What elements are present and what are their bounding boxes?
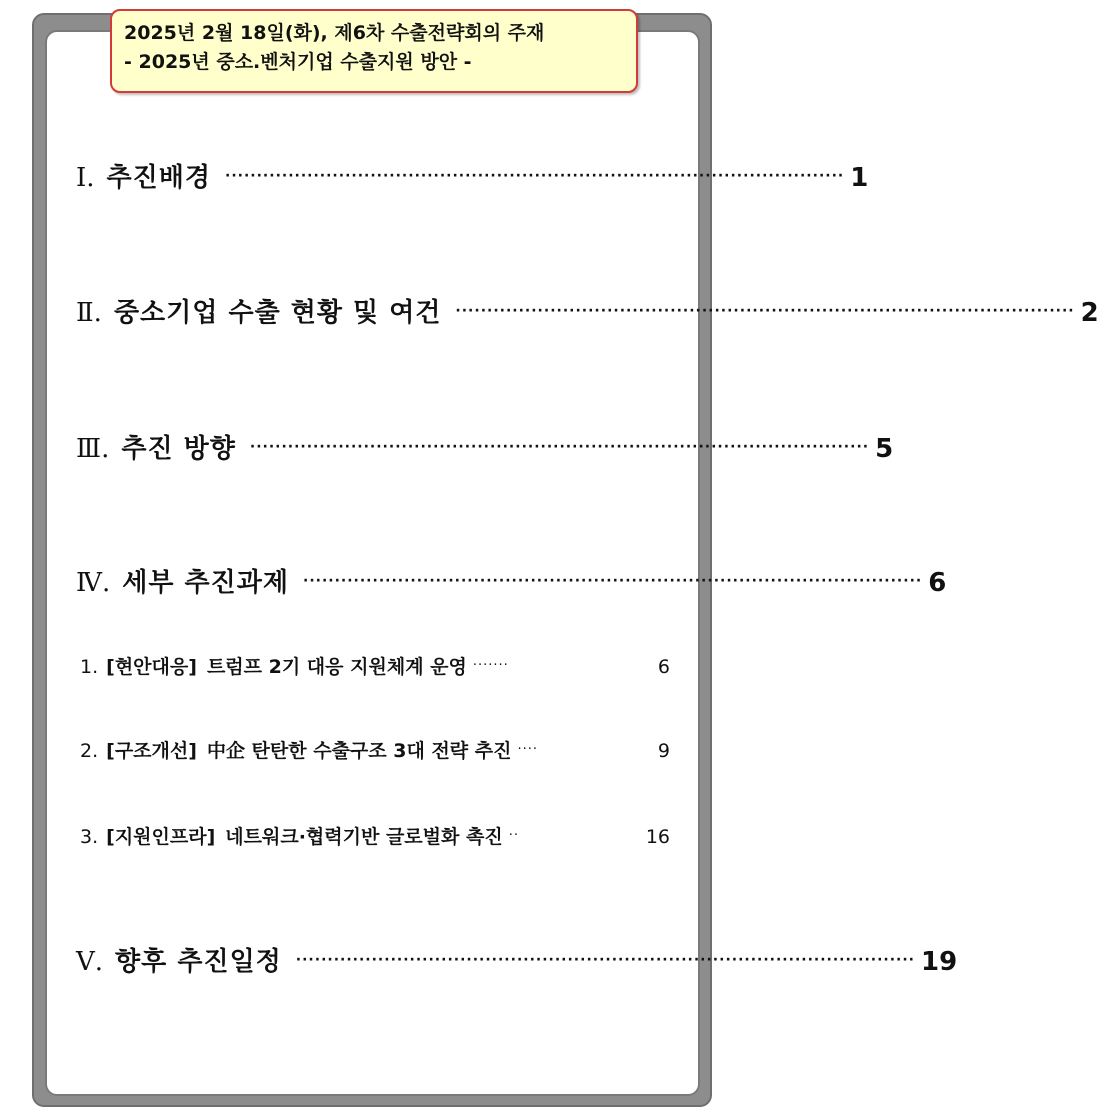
toc-subsection-1[interactable] <box>80 652 670 679</box>
section-page: 1 <box>850 163 869 193</box>
subsection-tag: [구조개선] <box>106 740 197 762</box>
section-page: 5 <box>875 434 894 464</box>
section-number: Ⅴ. <box>76 947 104 977</box>
toc-section-2[interactable] <box>76 292 1099 329</box>
subsection-number: 1. <box>80 656 99 678</box>
section-number: Ⅲ. <box>76 434 110 464</box>
leader-dots: ···· <box>517 742 539 757</box>
leader-dots: ·································································································· <box>295 952 915 968</box>
subsection-title: 트럼프 2기 대응 지원체계 운영 <box>206 656 467 678</box>
section-title: 세부 추진과제 <box>122 568 289 598</box>
toc-section-3[interactable] <box>76 428 894 465</box>
subsection-page: 9 <box>657 740 670 762</box>
leader-dots: ·································································································· <box>225 168 845 184</box>
subsection-tag: [현안대응] <box>106 656 197 678</box>
leader-dots: ·································································································· <box>249 439 870 455</box>
leader-dots: ·································································································· <box>303 573 923 589</box>
section-number: Ⅰ. <box>76 163 95 193</box>
toc-subsection-2[interactable] <box>80 736 670 763</box>
section-page: 2 <box>1080 298 1099 328</box>
section-title: 추진배경 <box>106 163 212 193</box>
subsection-page: 16 <box>645 826 670 848</box>
subsection-number: 2. <box>80 740 99 762</box>
toc-subsection-3[interactable] <box>80 822 670 849</box>
subsection-tag: [지원인프라] <box>106 826 216 848</box>
section-title: 중소기업 수출 현황 및 여건 <box>113 298 442 328</box>
section-number: Ⅳ. <box>76 568 111 598</box>
leader-dots: ·································································································· <box>455 303 1075 319</box>
leader-dots: ·· <box>508 828 519 843</box>
section-number: Ⅱ. <box>76 298 102 328</box>
section-page: 19 <box>921 947 958 977</box>
section-page: 6 <box>928 568 947 598</box>
subsection-title: 네트워크·협력기반 글로벌화 촉진 <box>225 826 503 848</box>
leader-dots: ······· <box>472 658 509 673</box>
subsection-number: 3. <box>80 826 99 848</box>
subsection-page: 6 <box>657 656 670 678</box>
section-title: 추진 방향 <box>121 434 236 464</box>
toc-section-5[interactable] <box>76 941 958 978</box>
header-line-1: 2025년 2월 18일(화), 제6차 수출전략회의 주재 <box>124 22 545 44</box>
header-banner <box>110 9 638 93</box>
section-title: 향후 추진일정 <box>115 947 282 977</box>
header-line-2: - 2025년 중소.벤처기업 수출지원 방안 - <box>124 51 472 73</box>
toc-section-4[interactable] <box>76 562 947 599</box>
toc-section-1[interactable] <box>76 157 869 194</box>
subsection-title: 中企 탄탄한 수출구조 3대 전략 추진 <box>206 740 512 762</box>
